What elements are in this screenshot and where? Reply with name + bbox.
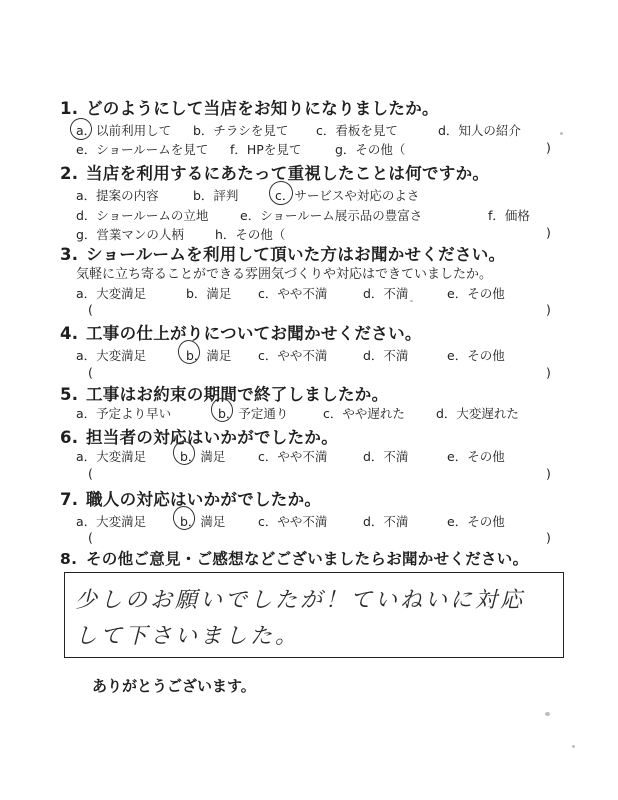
open-paren: (: [88, 466, 93, 481]
q3-option-a[interactable]: a．大変満足: [76, 286, 147, 301]
question-text: 担当者の対応はいかがでしたか。: [86, 428, 338, 447]
question-number: 5.: [60, 385, 79, 404]
question-3: [60, 241, 505, 265]
question-number: 1.: [60, 99, 79, 118]
q2-option-d[interactable]: d．ショールームの立地: [76, 208, 209, 223]
question-7: [60, 486, 321, 510]
question-2: [60, 160, 489, 184]
q3-option-d[interactable]: d．不満: [363, 286, 409, 301]
open-paren: (: [88, 365, 93, 380]
q6-option-c[interactable]: c．やや不満: [258, 449, 328, 464]
q1-option-e[interactable]: e．ショールームを見て: [76, 142, 209, 157]
q1-option-d[interactable]: d．知人の紹介: [438, 123, 521, 138]
q2-option-b[interactable]: b．評判: [193, 188, 239, 203]
q3-option-c[interactable]: c．やや不満: [258, 286, 328, 301]
close-paren: ): [546, 225, 551, 240]
q7-option-e[interactable]: e．その他: [447, 514, 505, 529]
q6-option-e[interactable]: e．その他: [447, 449, 505, 464]
paper-speck: [410, 300, 413, 302]
question-6: [60, 424, 338, 448]
question-text: ショールームを利用して頂いた方はお聞かせください。: [86, 245, 506, 264]
q1-option-g[interactable]: g．その他（: [335, 142, 406, 157]
q6-option-a[interactable]: a．大変満足: [76, 449, 147, 464]
q5-option-b[interactable]: b．予定通り: [218, 406, 289, 421]
q7-option-d[interactable]: d．不満: [363, 514, 409, 529]
q1-option-b[interactable]: b．チラシを見て: [193, 123, 289, 138]
q5-option-c[interactable]: c．やや遅れた: [323, 406, 405, 421]
q2-option-e[interactable]: e．ショールーム展示品の豊富さ: [240, 208, 423, 223]
q3-subtext: 気軽に立ち寄ることができる雰囲気づくりや対応はできていましたか。: [76, 267, 493, 282]
q5-option-a[interactable]: a．予定より早い: [76, 406, 172, 421]
close-paren: ): [546, 140, 551, 155]
q7-option-c[interactable]: c．やや不満: [258, 514, 328, 529]
handwritten-answer-line-2: して下さいました。: [75, 624, 301, 649]
q2-option-f[interactable]: f．価格: [488, 208, 530, 223]
q5-option-d[interactable]: d．大変遅れた: [436, 406, 519, 421]
question-text: 工事はお約束の期間で終了しましたか。: [86, 385, 389, 404]
q4-option-d[interactable]: d．不満: [363, 348, 409, 363]
question-4: [60, 320, 422, 344]
paper-speck: [545, 712, 550, 716]
q6-option-d[interactable]: d．不満: [363, 449, 409, 464]
question-number: 2.: [60, 164, 79, 183]
question-text: 工事の仕上がりについてお聞かせください。: [86, 324, 422, 343]
question-text: 職人の対応はいかがでしたか。: [86, 490, 322, 509]
q7-option-a[interactable]: a．大変満足: [76, 514, 147, 529]
q4-option-b[interactable]: b．満足: [186, 348, 232, 363]
q7-option-b[interactable]: b．満足: [180, 514, 226, 529]
q4-option-e[interactable]: e．その他: [447, 348, 505, 363]
question-text: 当店を利用するにあたって重視したことは何ですか。: [86, 164, 490, 183]
paper-speck: [560, 132, 563, 135]
q3-option-b[interactable]: b．満足: [186, 286, 232, 301]
q4-option-c[interactable]: c．やや不満: [258, 348, 328, 363]
question-number: 8.: [60, 550, 78, 568]
closing-message: ありがとうございます。: [92, 677, 256, 695]
close-paren: ): [546, 365, 551, 380]
paper-speck: [572, 745, 575, 748]
q4-option-a[interactable]: a．大変満足: [76, 348, 147, 363]
question-8: [60, 547, 528, 569]
close-paren: ): [546, 466, 551, 481]
q6-option-b[interactable]: b．満足: [180, 449, 226, 464]
close-paren: ): [546, 530, 551, 545]
question-number: 7.: [60, 490, 79, 509]
q1-option-a[interactable]: a．以前利用して: [76, 123, 172, 138]
question-text: その他ご意見・ご感想などございましたらお聞かせください。: [86, 550, 529, 568]
q2-option-h[interactable]: h．その他（: [215, 227, 286, 242]
question-text: どのようにして当店をお知りになりましたか。: [86, 99, 439, 118]
q1-option-f[interactable]: f．HPを見て: [230, 142, 302, 157]
question-number: 6.: [60, 428, 79, 447]
q2-option-a[interactable]: a．提案の内容: [76, 188, 159, 203]
q2-option-c[interactable]: c．サービスや対応のよさ: [275, 188, 420, 203]
question-1: [60, 95, 439, 119]
question-number: 4.: [60, 324, 79, 343]
close-paren: ): [546, 302, 551, 317]
comment-box[interactable]: [64, 572, 564, 658]
q2-option-g[interactable]: g．営業マンの人柄: [76, 227, 184, 242]
question-number: 3.: [60, 245, 79, 264]
q1-option-c[interactable]: c．看板を見て: [316, 123, 398, 138]
open-paren: (: [88, 302, 93, 317]
handwritten-answer-line-1: 少しのお願いでしたが！ていねいに対応: [75, 588, 526, 613]
open-paren: (: [88, 530, 93, 545]
q3-option-e[interactable]: e．その他: [447, 286, 505, 301]
